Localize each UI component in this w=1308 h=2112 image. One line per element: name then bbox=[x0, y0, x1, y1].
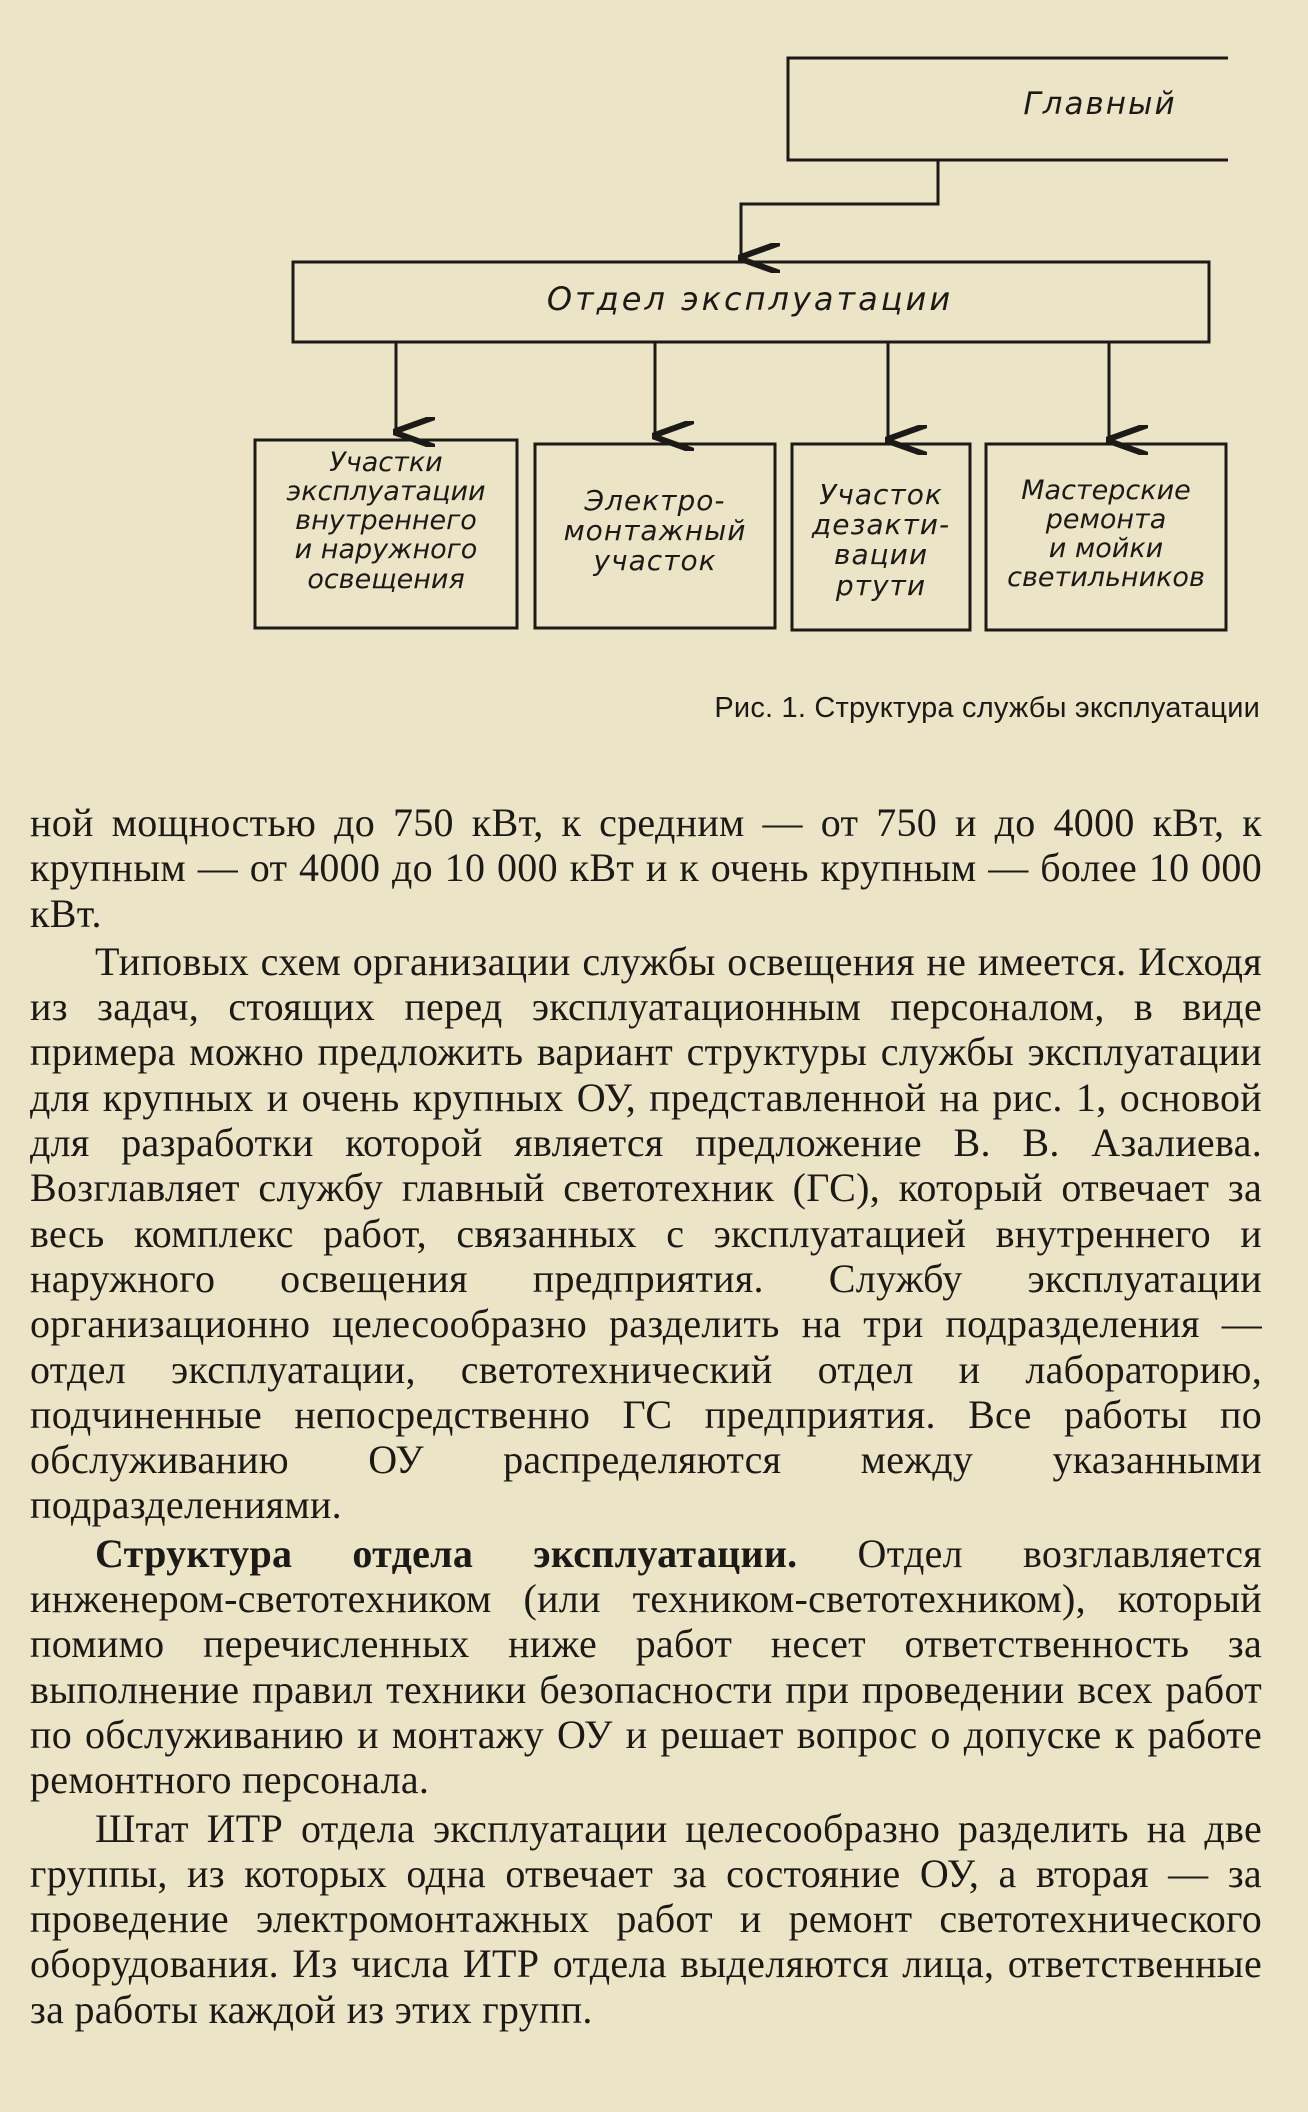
paragraph-staff: Штат ИТР отдела эксплуатации целесообразно разделить на две группы, из которых одна отвечает за состояние ОУ, а вторая — за проведение электромонтажных работ и ремонт светотехнического оборудования. Из числа ИТР отдела выделяются лица, ответственные за работы каждой из этих групп. bbox=[30, 1805, 1262, 2032]
unit-label-1: Участки эксплуатации внутреннего и наружного освещения bbox=[286, 447, 486, 595]
chief-label: Главный bbox=[1023, 86, 1177, 122]
figure-caption: Рис. 1. Структура службы эксплуатации bbox=[714, 692, 1260, 724]
unit-label-3: Участок дезакти- вации ртути bbox=[811, 478, 951, 602]
paragraph-continuation: ной мощностью до 750 кВт, к средним — от 750 и до 4000 кВт, к крупным — от 4000 до 10 000 кВт и к очень крупным — более 10 000 кВт. bbox=[30, 800, 1262, 936]
body-text bbox=[30, 800, 1262, 2032]
section-heading: Структура отдела эксплуатации. bbox=[95, 1530, 798, 1576]
paragraph-department-structure bbox=[30, 1531, 1262, 1803]
unit-label-2: Электро- монтажный участок bbox=[563, 484, 747, 578]
paragraph-typical-schemes: Типовых схем организации службы освещения не имеется. Исходя из задач, стоящих перед эксплуатационным персоналом, в виде примера можно предложить вариант структуры службы эксплуатации для крупных и очень крупных ОУ, представленной на рис. 1, основой для разработки которой является предложение В. В. Азалиева. Возглавляет службу главный светотехник (ГС), который отвечает за весь комплекс работ, связанных с эксплуатацией внутреннего и наружного освещения предприятия. Службу эксплуатации организационно целесообразно разделить на три подразделения — отдел эксплуатации, светотехнический отдел и лабораторию, подчиненные непосредственно ГС предприятия. Все работы по обслуживанию ОУ распределяются между указанными подразделениями. bbox=[30, 938, 1262, 1528]
unit-label-4: Мастерские ремонта и мойки светильников bbox=[1007, 475, 1205, 594]
paragraph-department-structure-text: Отдел возглавляется инженером-светотехником (или техником-светотехником), который помимо перечисленных ниже работ несет ответственность за выполнение правил техники безопасности при проведении всех работ по обслуживанию и монтажу ОУ и решает вопрос о допуске к работе ремонтного персонала. bbox=[30, 1530, 1262, 1803]
connector-chief-department bbox=[741, 160, 938, 258]
department-label: Отдел эксплуатации bbox=[546, 280, 954, 318]
